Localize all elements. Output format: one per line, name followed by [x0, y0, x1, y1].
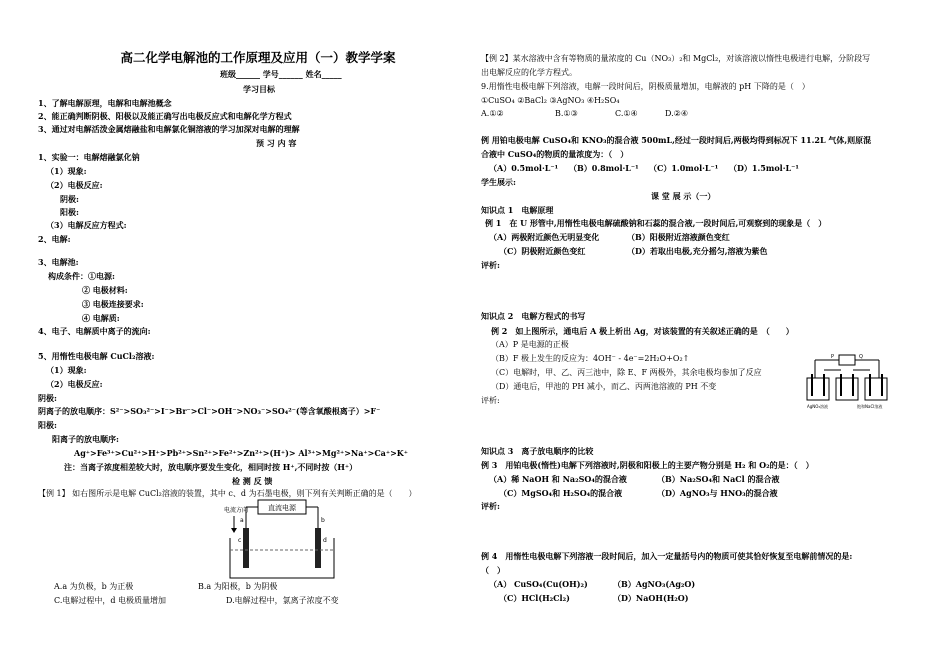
goal-3: 3、通过对电解活泼金属熔融盐和电解氯化铜溶液的学习加深对电解的理解 [38, 124, 300, 134]
goal-1: 1、了解电解原理，电解和电解池概念 [38, 98, 172, 108]
question-9-items: ①CuSO₄ ②BaCl₂ ③AgNO₃ ④H₂SO₄ [481, 96, 620, 105]
preview-heading: 预 习 内 容 [256, 138, 297, 148]
knowledge-2-example: 例 2 如上图所示，通电后 A 极上析出 Ag，对该装置的有关叙述正确的是 （ ） [491, 326, 794, 336]
cell-3-caption: 饱和NaCl溶液 [857, 404, 883, 409]
example-4-option-d: （D）NaOH(H₂O) [613, 593, 689, 603]
example-4-option-a: （A） CuSO₄(Cu(OH)₂) [489, 579, 588, 589]
analysis-label: 评析: [481, 260, 500, 270]
electrode-d-label: d [323, 537, 327, 544]
preview-item: 阳离子的放电顺序: [52, 434, 119, 444]
example-pt-option-d: （D）1.5mol·L⁻¹ [729, 163, 799, 173]
flow-label: 电流方向 [224, 507, 249, 514]
preview-item: 阳极: [60, 207, 79, 217]
example-1-option-d: D.电解过程中，氯离子浓度不变 [226, 596, 339, 605]
cation-order: Ag⁺>Fe³⁺>Cu²⁺>H⁺>Pb²⁺>Sn²⁺>Fe²⁺>Zn²⁺>(H⁺)> Al³⁺>Mg²⁺>Na⁺>Ca⁺>K⁺ [74, 448, 408, 458]
class-line: 班级______ 学号______ 姓名_____ [220, 69, 342, 79]
flow-arrow-head [231, 528, 237, 533]
page-title: 高二化学电解池的工作原理及应用（一）教学学案 [120, 50, 396, 65]
knowledge-1-option-c: （C）阴极附近颜色变红 [499, 246, 586, 256]
class-show-heading: 课 堂 展 示（一） [651, 191, 716, 201]
preview-item: （2）电极反应: [46, 379, 103, 389]
preview-item: 阴极: [38, 393, 57, 403]
question-9-option-a: A.①② [481, 109, 504, 118]
example-2-line: 【例 2】某水溶液中含有等物质的量浓度的 Cu（NO₃）₂和 MgCl₂，对该溶液以惰性电极进行电解，分阶段写 [481, 54, 871, 63]
preview-item: 构成条件：①电源: [48, 271, 115, 281]
question-9: 9.用惰性电极电解下列溶液，电解一段时间后，阴极质量增加，电解液的 pH 下降的是（ ） [481, 82, 810, 91]
knowledge-2-option-a: （A）P 是电源的正极 [491, 340, 569, 349]
knowledge-2-option-d: （D）通电后，甲池的 PH 减小，而乙、丙两池溶液的 PH 不变 [491, 382, 717, 391]
example-pt-line: 合液中 CuSO₄的物质的量浓度为：（ ） [481, 149, 629, 159]
knowledge-1-option-d: （D）若取出电极,充分摇匀,溶液为紫色 [627, 246, 768, 256]
knowledge-1-heading: 知识点 1 电解原理 [481, 205, 554, 215]
cell-2 [836, 378, 858, 400]
feedback-heading: 检 测 反 馈 [232, 476, 273, 486]
example-4-line: 例 4 用惰性电极电解下列溶液一段时间后，加入一定量括号内的物质可使其恰好恢复至电解前情况的是: [481, 551, 853, 561]
electrolysis-cell-diagram [222, 498, 342, 580]
example-4-option-c: （C）HCl(H₂Cl₂) [499, 593, 570, 603]
question-9-option-b: B.①③ [555, 109, 578, 118]
preview-item: （1）现象: [46, 365, 87, 375]
goal-2: 2、能正确判断阴极、阳极以及能正确写出电极反应式和电解化学方程式 [38, 111, 292, 121]
example-1-option-b: B.a 为阳极，b 为阴极 [198, 582, 278, 591]
note-line: 注：当离子浓度相差较大时，放电顺序要发生变化，相同时按 H⁺,不同时按（H⁺） [64, 462, 358, 472]
three-cells-diagram [801, 350, 893, 414]
knowledge-3-option-d: （D）AgNO₃与 HNO₃的混合液 [657, 488, 778, 498]
example-4-line: （ ） [481, 565, 505, 575]
example-2-line: 出电解反应的化学方程式。 [481, 68, 577, 77]
example-1-option-c: C.电解过程中，d 电极质量增加 [54, 596, 167, 605]
electrode-d [315, 528, 321, 568]
knowledge-3-option-b: （B）Na₂SO₄和 NaCl 的混合液 [657, 474, 780, 484]
electrode-b-label: b [321, 517, 325, 524]
preview-item: ② 电极材料: [82, 285, 128, 295]
analysis-label: 评析: [481, 501, 500, 511]
preview-item: ③ 电极连接要求: [82, 299, 144, 309]
analysis-label: 评析: [481, 396, 500, 405]
preview-item: 2、电解: [38, 234, 71, 244]
knowledge-3-option-c: （C）MgSO₄和 H₂SO₄的混合液 [499, 488, 623, 498]
preview-item: ④ 电解质: [82, 313, 120, 323]
knowledge-1-option-a: （A）两极附近颜色无明显变化 [489, 232, 600, 242]
cell-3 [865, 378, 887, 400]
cell-1 [807, 378, 829, 400]
example-pt-option-a: （A）0.5mol·L⁻¹ [489, 163, 559, 173]
preview-item: （2）电极反应: [46, 180, 103, 190]
preview-item: 1、实验一：电解熔融氯化钠 [38, 152, 140, 162]
power-source-label: 直流电源 [268, 504, 296, 512]
knowledge-3-example: 例 3 用铂电极(惰性)电解下列溶液时,阴极和阳极上的主要产物分别是 H₂ 和 O₂的是：（ ） [481, 460, 814, 470]
preview-item: 阳极: [38, 420, 57, 430]
question-9-option-c: C.①④ [615, 109, 638, 118]
preview-item: 阴极: [60, 194, 79, 204]
goals-heading: 学习目标 [243, 84, 275, 94]
knowledge-3-heading: 知识点 3 离子放电顺序的比较 [481, 446, 594, 456]
label-q: Q [859, 354, 863, 360]
preview-item: （3）电解反应方程式: [46, 220, 127, 230]
label-p: P [831, 354, 835, 360]
example-pt-line: 例 用铂电极电解 CuSO₄和 KNO₃的混合液 500mL,经过一段时间后,两极均得到标况下 11.2L 气体,则原混 [481, 135, 872, 145]
knowledge-2-option-b: （B）F 极上发生的反应为：4OH⁻ - 4e⁻=2H₂O+O₂↑ [491, 354, 690, 363]
example-pt-option-c: （C）1.0mol·L⁻¹ [649, 163, 719, 173]
electrode-c-label: c [238, 537, 242, 544]
electrode-c [243, 528, 249, 568]
question-9-option-d: D.②④ [665, 109, 689, 118]
cell-1-caption: AgNO₃溶液 [807, 404, 829, 409]
electrode-a-label: a [240, 517, 244, 524]
knowledge-2-option-c: （C）电解时，甲、乙、丙三池中，除 E、F 两极外，其余电极均参加了反应 [491, 368, 762, 377]
knowledge-2-heading: 知识点 2 电解方程式的书写 [481, 311, 586, 321]
preview-item: （1）现象: [46, 166, 87, 176]
preview-item: 5、用惰性电极电解 CuCl₂溶液: [38, 351, 155, 361]
knowledge-1-example: 例 1 在 U 形管中,用惰性电极电解硫酸钠和石蕊的混合液,一段时间后,可观察到的现象是（ ） [485, 218, 827, 228]
power-source [839, 355, 855, 365]
example-1-option-a: A.a 为负极，b 为正极 [54, 582, 134, 591]
knowledge-1-option-b: （B）阳极附近溶液颜色变红 [627, 232, 730, 242]
preview-item: 3、电解池: [38, 257, 79, 267]
example-pt-option-b: （B）0.8mol·L⁻¹ [569, 163, 639, 173]
example-1-stem: 【例 1】 如右图所示是电解 CuCl₂溶液的装置，其中 c、d 为石墨电极，则下列有关判断正确的是（ ） [38, 489, 417, 498]
preview-item: 4、电子、电解质中离子的流向: [38, 326, 151, 336]
example-4-option-b: （B）AgNO₃(Ag₂O) [613, 579, 696, 589]
student-show-label: 学生展示: [481, 177, 516, 187]
knowledge-3-option-a: （A）稀 NaOH 和 Na₂SO₄的混合液 [489, 474, 627, 484]
anion-order: 阴离子的放电顺序：S²⁻>SO₃²⁻>I⁻>Br⁻>Cl⁻>OH⁻>NO₃⁻>SO₄²⁻(等含氧酸根离子）>F⁻ [38, 406, 381, 416]
